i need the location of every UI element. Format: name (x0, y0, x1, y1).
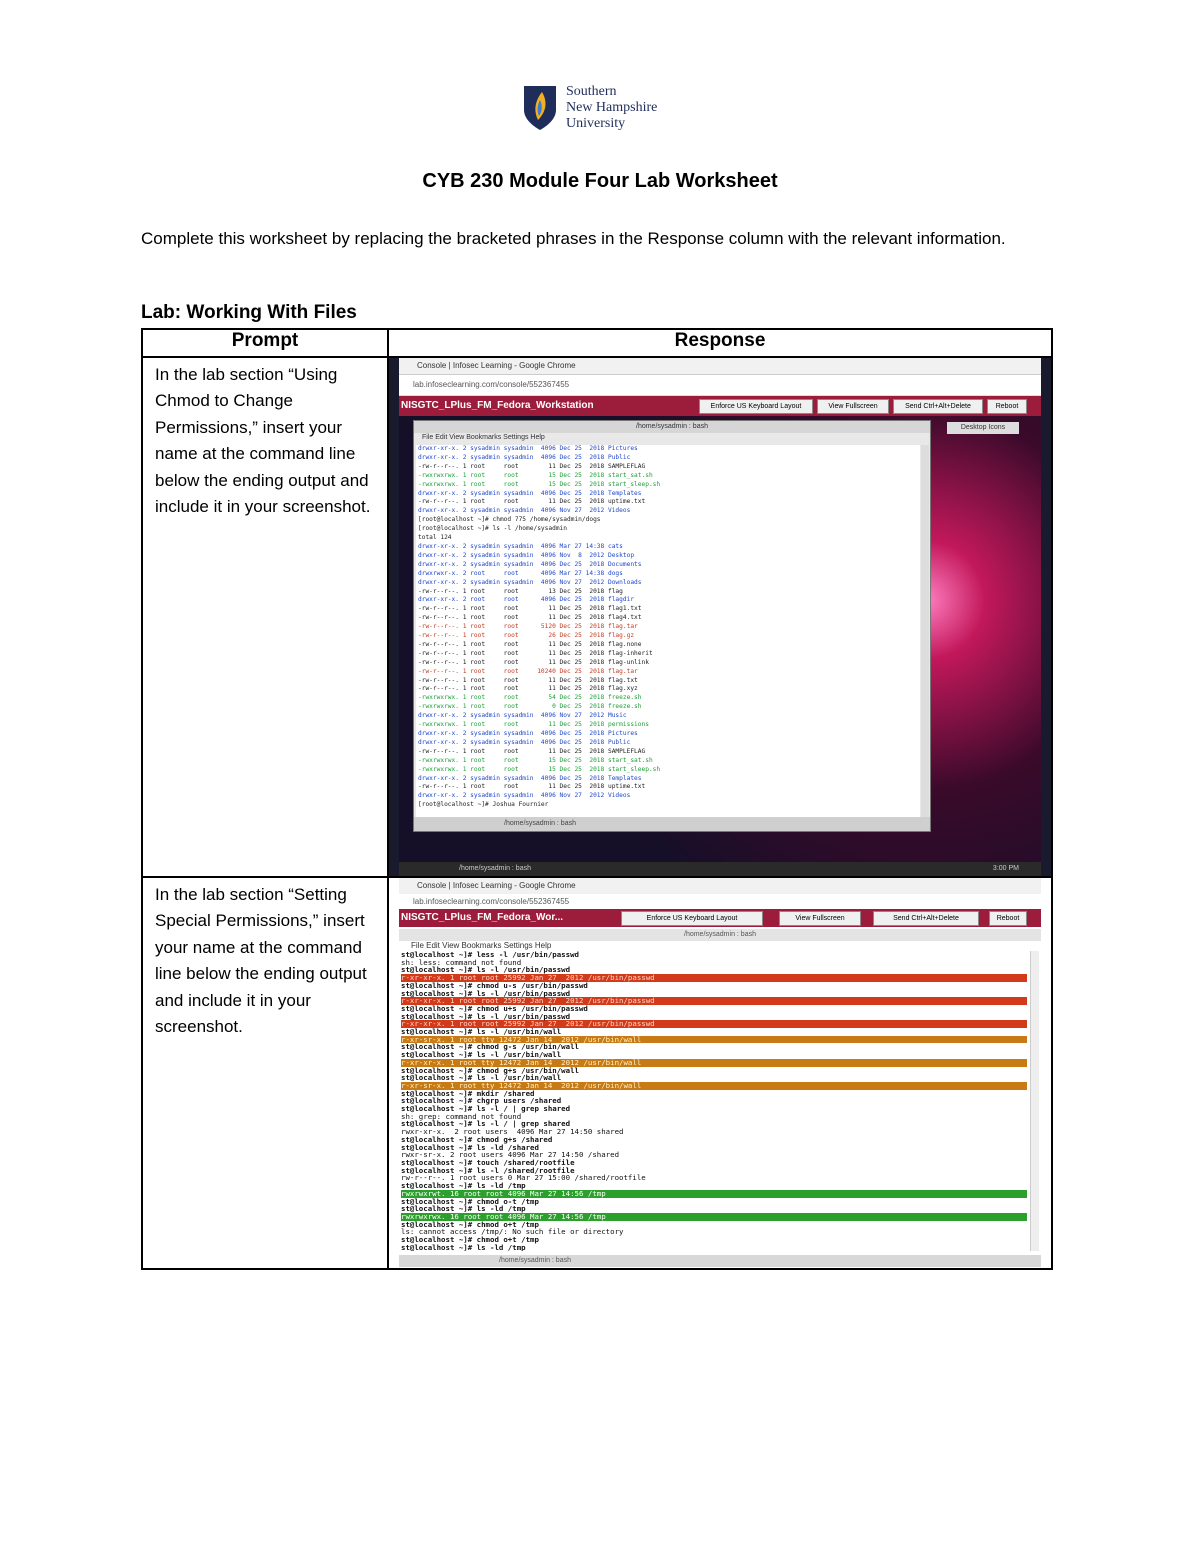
header-prompt: Prompt (142, 329, 388, 357)
terminal-tab[interactable]: /home/sysadmin : bash (414, 817, 930, 831)
terminal-output (399, 951, 1027, 1251)
prompt-cell-2: In the lab section “Setting Special Permissions,” insert your name at the command line below the ending output and include it in your screenshot. (142, 877, 388, 1269)
reboot-button[interactable]: Reboot (989, 911, 1027, 926)
terminal-line: -rw-r--r--. 1 root root 11 Dec 25 2018 flag.txt (418, 676, 638, 684)
terminal-line: st@localhost ~]# chmod o-t /tmp (401, 1196, 539, 1206)
terminal-line: rwxr-xr-x. 2 root users 4096 Mar 27 14:50 shared (401, 1127, 624, 1137)
terminal-title: /home/sysadmin : bash (414, 421, 930, 433)
fullscreen-button[interactable]: View Fullscreen (779, 911, 861, 926)
terminal-title: /home/sysadmin : bash (399, 929, 1041, 941)
terminal-scrollbar[interactable] (1030, 951, 1039, 1251)
terminal-line: rwxr-sr-x. 2 root users 4096 Mar 27 14:50 /shared (401, 1150, 620, 1160)
session-name: NISGTC_LPlus_FM_Fedora_Workstation (401, 400, 594, 411)
logo-line-1: Southern (566, 84, 617, 99)
worksheet-table (141, 328, 1053, 1270)
terminal-line: -rw-r--r--. 1 root root 11 Dec 25 2018 SAMPLEFLAG (418, 462, 646, 470)
terminal-line: st@localhost ~]# ls -ld /tmp (401, 1242, 526, 1251)
terminal-line: st@localhost ~]# chmod u-s /usr/bin/passwd (401, 980, 588, 990)
terminal-line: st@localhost ~]# chmod g-s /usr/bin/wall (401, 1042, 579, 1052)
terminal-line: -rwxrwxrwx. 1 root root 15 Dec 25 2018 start_sleep.sh (418, 765, 661, 773)
desktop-icons-button[interactable]: Desktop Icons (947, 422, 1019, 434)
terminal-line: total 124 (418, 534, 452, 542)
session-bar (399, 396, 1041, 416)
taskbar (399, 862, 1041, 876)
terminal-line: -rw-r--r--. 1 root root 11 Dec 25 2018 flag1.txt (418, 605, 642, 613)
logo-wordmark (566, 84, 657, 132)
terminal-line: st@localhost ~]# chmod g+s /shared (401, 1134, 553, 1144)
terminal-line: -rwxrwxrwx. 1 root root 0 Dec 25 2018 freeze.sh (418, 703, 642, 711)
terminal-line: drwxr-xr-x. 2 sysadmin sysadmin 4096 Dec 25 2018 Templates (418, 774, 642, 782)
screenshot-chmod (389, 358, 1051, 876)
terminal-line: st@localhost ~]# chmod u+s /usr/bin/passwd (401, 1003, 588, 1013)
address-bar: lab.infoseclearning.com/console/552367455 (399, 375, 1041, 396)
terminal-line: r-xr-sr-x. 1 root tty 12472 Jan 14 2012 /usr/bin/wall (401, 1082, 1027, 1090)
terminal-tab[interactable]: /home/sysadmin : bash (399, 1255, 1041, 1267)
terminal-output (416, 445, 920, 817)
terminal-line: -rw-r--r--. 1 root root 13 Dec 25 2018 flag (418, 587, 623, 595)
terminal-line: -rw-r--r--. 1 root root 11 Dec 25 2018 flag-unlink (418, 658, 649, 666)
terminal-line: st@localhost ~]# ls -l /usr/bin/wall (401, 1050, 562, 1060)
terminal-line: st@localhost ~]# touch /shared/rootfile (401, 1157, 575, 1167)
terminal-line: drwxr-xr-x. 2 sysadmin sysadmin 4096 Dec 25 2018 Public (418, 453, 631, 461)
table-row (142, 357, 1052, 877)
terminal-line: drwxr-xr-x. 2 sysadmin sysadmin 4096 Dec 25 2018 Public (418, 738, 631, 746)
browser-tab: Console | Infosec Learning - Google Chrome (399, 878, 1041, 895)
terminal-line: st@localhost ~]# ls -l / | grep shared (401, 1119, 571, 1129)
snhu-shield-icon (520, 84, 560, 132)
terminal-line: st@localhost ~]# chgrp users /shared (401, 1096, 562, 1106)
terminal-line: -rw-r--r--. 1 root root 11 Dec 25 2018 flag.none (418, 640, 642, 648)
terminal-line: drwxr-xr-x. 2 root root 4096 Dec 25 2018 flagdir (418, 596, 635, 604)
session-name: NISGTC_LPlus_FM_Fedora_Wor... (401, 912, 564, 923)
terminal-line: -rw-r--r--. 1 root root 11 Dec 25 2018 flag4.txt (418, 614, 642, 622)
terminal-window (413, 420, 931, 832)
terminal-line: st@localhost ~]# chmod o+t /tmp (401, 1219, 539, 1229)
terminal-line: sh: grep: command not found (401, 1111, 522, 1121)
browser-tab: Console | Infosec Learning - Google Chrome (399, 358, 1041, 375)
terminal-line: st@localhost ~]# ls -l /usr/bin/wall (401, 1027, 562, 1037)
snhu-logo (520, 84, 690, 134)
terminal-line: st@localhost ~]# ls -l / | grep shared (401, 1104, 571, 1114)
terminal-menu[interactable]: File Edit View Bookmarks Settings Help (422, 434, 545, 441)
worksheet-title: CYB 230 Module Four Lab Worksheet (422, 170, 778, 192)
terminal-line: drwxr-xr-x. 2 sysadmin sysadmin 4096 Nov 27 2012 Music (418, 712, 627, 720)
terminal-line: st@localhost ~]# ls -l /usr/bin/passwd (401, 1011, 571, 1021)
terminal-line: drwxrwxr-x. 2 root root 4096 Mar 27 14:38 dogs (418, 569, 623, 577)
terminal-line: r-xr-sr-x. 1 root tty 12472 Jan 14 2012 /usr/bin/wall (401, 1036, 1027, 1044)
terminal-line: rw-r--r--. 1 root users 0 Mar 27 15:00 /shared/rootfile (401, 1173, 646, 1183)
terminal-line: st@localhost ~]# ls -l /usr/bin/passwd (401, 988, 571, 998)
terminal-line: -rwxrwxrwx. 1 root root 15 Dec 25 2018 start_sat.sh (418, 471, 653, 479)
terminal-line: rwxrwxrwx. 16 root root 4096 Mar 27 14:56 /tmp (401, 1213, 1027, 1221)
terminal-line: -rw-r--r--. 1 root root 11 Dec 25 2018 flag-inherit (418, 649, 653, 657)
terminal-line: -rwxrwxrwx. 1 root root 54 Dec 25 2018 freeze.sh (418, 694, 642, 702)
terminal-scrollbar[interactable] (921, 445, 929, 817)
ctrl-alt-del-button[interactable]: Send Ctrl+Alt+Delete (873, 911, 979, 926)
fullscreen-button[interactable]: View Fullscreen (817, 399, 889, 414)
terminal-line: -rw-r--r--. 1 root root 11 Dec 25 2018 uptime.txt (418, 783, 646, 791)
terminal-line: st@localhost ~]# ls -l /usr/bin/passwd (401, 965, 571, 975)
logo-line-2: New Hampshire (566, 100, 658, 115)
terminal-line: st@localhost ~]# ls -l /shared/rootfile (401, 1165, 575, 1175)
terminal-line: drwxr-xr-x. 2 sysadmin sysadmin 4096 Dec 25 2018 Pictures (418, 445, 638, 452)
terminal-line: -rwxrwxrwx. 1 root root 15 Dec 25 2018 start_sleep.sh (418, 480, 661, 488)
taskbar-clock: 3:00 PM (992, 865, 1019, 872)
terminal-line: [root@localhost ~]# Joshua Fournier (418, 801, 549, 809)
intro-text: Complete this worksheet by replacing the bracketed phrases in the Response column with the relevant information. (141, 229, 1006, 248)
terminal-line: rwxrwxrwt. 16 root root 4096 Mar 27 14:56 /tmp (401, 1190, 1027, 1198)
terminal-line: drwxr-xr-x. 2 sysadmin sysadmin 4096 Nov 27 2012 Videos (418, 507, 631, 515)
screenshot-special-permissions (389, 878, 1051, 1268)
terminal-line: -rwxrwxrwx. 1 root root 11 Dec 25 2018 permissions (418, 721, 649, 729)
terminal-line: -rwxrwxrwx. 1 root root 15 Dec 25 2018 start_sat.sh (418, 756, 653, 764)
terminal-line: st@localhost ~]# ls -ld /tmp (401, 1181, 526, 1191)
reboot-button[interactable]: Reboot (987, 399, 1027, 414)
address-bar: lab.infoseclearning.com/console/552367455 (399, 894, 1041, 911)
terminal-line: st@localhost ~]# ls -ld /tmp (401, 1204, 526, 1214)
response-cell-1 (388, 357, 1052, 877)
terminal-line: -rw-r--r--. 1 root root 5120 Dec 25 2018 flag.tar (418, 623, 638, 631)
terminal-line: ls: cannot access /tmp/: No such file or directory (401, 1227, 624, 1237)
prompt-cell-1: In the lab section “Using Chmod to Change Permissions,” insert your name at the command line below the ending output and include it in your screenshot. (142, 357, 388, 877)
terminal-line: st@localhost ~]# chmod g+s /usr/bin/wall (401, 1065, 579, 1075)
terminal-line: r-xr-xr-x. 1 root root 25992 Jan 27 2012 /usr/bin/passwd (401, 997, 1027, 1005)
terminal-line: drwxr-xr-x. 2 sysadmin sysadmin 4096 Mar 27 14:38 cats (418, 542, 623, 550)
terminal-line: [root@localhost ~]# chmod 775 /home/sysadmin/dogs (418, 516, 601, 524)
terminal-line: st@localhost ~]# mkdir /shared (401, 1088, 535, 1098)
ctrl-alt-del-button[interactable]: Send Ctrl+Alt+Delete (893, 399, 983, 414)
header-response: Response (388, 329, 1052, 357)
terminal-line: -rw-r--r--. 1 root root 26 Dec 25 2018 flag.gz (418, 632, 635, 640)
vm-desktop (399, 416, 1041, 876)
table-row (142, 877, 1052, 1269)
table-header-row (142, 329, 1052, 357)
terminal-line: drwxr-xr-x. 2 sysadmin sysadmin 4096 Dec 25 2018 Templates (418, 489, 642, 497)
taskbar-item[interactable]: /home/sysadmin : bash (459, 865, 531, 872)
terminal-line: drwxr-xr-x. 2 sysadmin sysadmin 4096 Nov 8 2012 Desktop (418, 551, 635, 559)
terminal-line: -rw-r--r--. 1 root root 10240 Dec 25 2018 flag.tar (418, 667, 638, 675)
keyboard-layout-button[interactable]: Enforce US Keyboard Layout (621, 911, 763, 926)
keyboard-layout-button[interactable]: Enforce US Keyboard Layout (699, 399, 813, 414)
terminal-line: -rw-r--r--. 1 root root 11 Dec 25 2018 flag.xyz (418, 685, 638, 693)
session-bar (399, 909, 1041, 927)
terminal-line: drwxr-xr-x. 2 sysadmin sysadmin 4096 Dec 25 2018 Pictures (418, 730, 638, 737)
terminal-line: st@localhost ~]# ls -l /usr/bin/wall (401, 1073, 562, 1083)
terminal-line: drwxr-xr-x. 2 sysadmin sysadmin 4096 Nov 27 2012 Downloads (418, 578, 642, 586)
logo-line-3: University (566, 116, 626, 131)
response-cell-2 (388, 877, 1052, 1269)
terminal-line: drwxr-xr-x. 2 sysadmin sysadmin 4096 Nov 27 2012 Videos (418, 792, 631, 800)
terminal-line: st@localhost ~]# ls -ld /shared (401, 1142, 539, 1152)
terminal-line: drwxr-xr-x. 2 sysadmin sysadmin 4096 Dec 25 2018 Documents (418, 560, 642, 568)
terminal-menu[interactable]: File Edit View Bookmarks Settings Help (411, 941, 552, 950)
lab-heading: Lab: Working With Files (141, 302, 357, 323)
terminal-line: [root@localhost ~]# ls -l /home/sysadmin (418, 525, 568, 533)
terminal-line: sh: less: command not found (401, 957, 522, 967)
terminal-line: -rw-r--r--. 1 root root 11 Dec 25 2018 SAMPLEFLAG (418, 747, 646, 755)
terminal-line: r-xr-xr-x. 1 root root 25992 Jan 27 2012 /usr/bin/passwd (401, 1020, 1027, 1028)
terminal-line: st@localhost ~]# chmod o+t /tmp (401, 1235, 539, 1245)
terminal-line: -rw-r--r--. 1 root root 11 Dec 25 2018 uptime.txt (418, 498, 646, 506)
terminal-line: r-xr-xr-x. 1 root tty 12472 Jan 14 2012 /usr/bin/wall (401, 1059, 1027, 1067)
terminal-line: r-xr-xr-x. 1 root root 25992 Jan 27 2012 /usr/bin/passwd (401, 974, 1027, 982)
terminal-line: st@localhost ~]# less -l /usr/bin/passwd (401, 951, 579, 959)
